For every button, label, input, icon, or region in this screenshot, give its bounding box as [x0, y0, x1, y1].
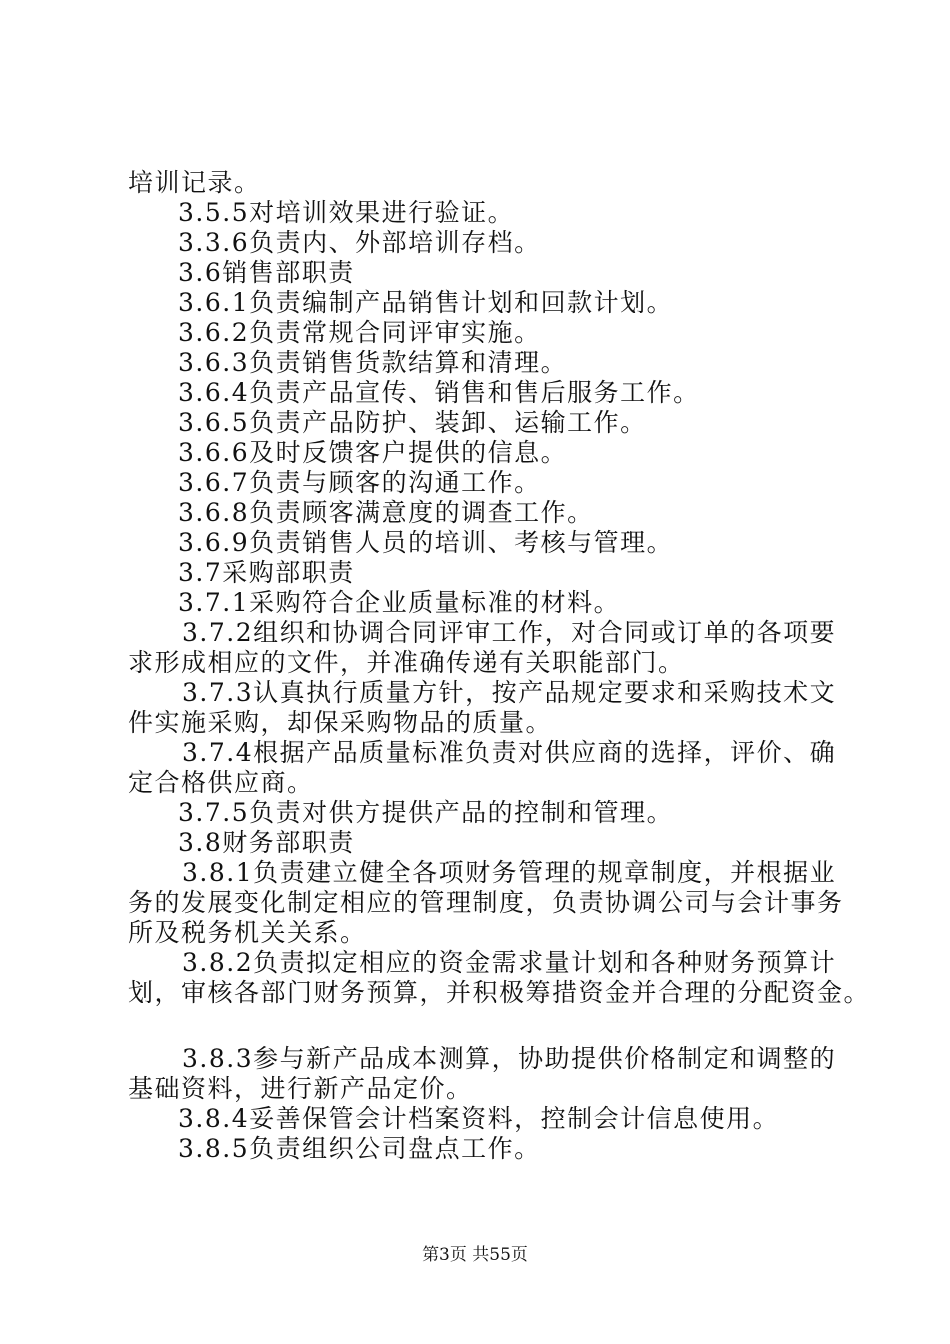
text-line: 培训记录。 — [128, 168, 261, 197]
text-line: 3.6.2负责常规合同评审实施。 — [178, 318, 541, 347]
text-line: 3.8.5负责组织公司盘点工作。 — [178, 1134, 541, 1163]
text-line: 3.6.7负责与顾客的沟通工作。 — [178, 468, 541, 497]
text-line: 3.6.1负责编制产品销售计划和回款计划。 — [178, 288, 674, 317]
text-line: 3.7.1采购符合企业质量标准的材料。 — [178, 588, 621, 617]
text-line: 件实施采购，却保采购物品的质量。 — [128, 708, 553, 737]
paragraph-gap — [128, 1008, 840, 1044]
text-line: 基础资料，进行新产品定价。 — [128, 1074, 473, 1103]
text-line: 3.3.6负责内、外部培训存档。 — [178, 228, 541, 257]
text-line: 3.6.5负责产品防护、装卸、运输工作。 — [178, 408, 647, 437]
text-line: 3.6.8负责顾客满意度的调查工作。 — [178, 498, 594, 527]
text-line: 所及税务机关关系。 — [128, 918, 367, 947]
document-body — [128, 168, 871, 1164]
text-line: 3.8.4妥善保管会计档案资料，控制会计信息使用。 — [178, 1104, 780, 1133]
section-heading: 3.6销售部职责 — [178, 258, 355, 287]
text-line: 3.7.5负责对供方提供产品的控制和管理。 — [178, 798, 674, 827]
section-heading: 3.7采购部职责 — [178, 558, 355, 587]
text-line: 3.7.3认真执行质量方针，按产品规定要求和采购技术文 — [182, 678, 837, 707]
text-line: 3.8.3参与新产品成本测算，协助提供价格制定和调整的 — [182, 1044, 837, 1073]
text-line: 3.8.2负责拟定相应的资金需求量计划和各种财务预算计 — [182, 948, 837, 977]
text-line: 3.6.9负责销售人员的培训、考核与管理。 — [178, 528, 674, 557]
text-line: 3.7.4根据产品质量标准负责对供应商的选择，评价、确 — [182, 738, 837, 767]
page-footer: 第3页 共55页 — [422, 1245, 528, 1265]
text-line: 划，审核各部门财务预算，并积极筹措资金并合理的分配资金。 — [128, 978, 871, 1007]
text-line: 求形成相应的文件，并准确传递有关职能部门。 — [128, 648, 685, 677]
text-line: 3.8.1负责建立健全各项财务管理的规章制度，并根据业 — [182, 858, 837, 887]
text-line: 3.6.3负责销售货款结算和清理。 — [178, 348, 568, 377]
text-line: 3.6.6及时反馈客户提供的信息。 — [178, 438, 568, 467]
text-line: 定合格供应商。 — [128, 768, 314, 797]
text-line: 务的发展变化制定相应的管理制度，负责协调公司与会计事务 — [128, 888, 844, 917]
section-heading: 3.8财务部职责 — [178, 828, 355, 857]
text-line: 3.6.4负责产品宣传、销售和售后服务工作。 — [178, 378, 700, 407]
text-line: 3.5.5对培训效果进行验证。 — [178, 198, 515, 227]
text-line: 3.7.2组织和协调合同评审工作，对合同或订单的各项要 — [182, 618, 837, 647]
